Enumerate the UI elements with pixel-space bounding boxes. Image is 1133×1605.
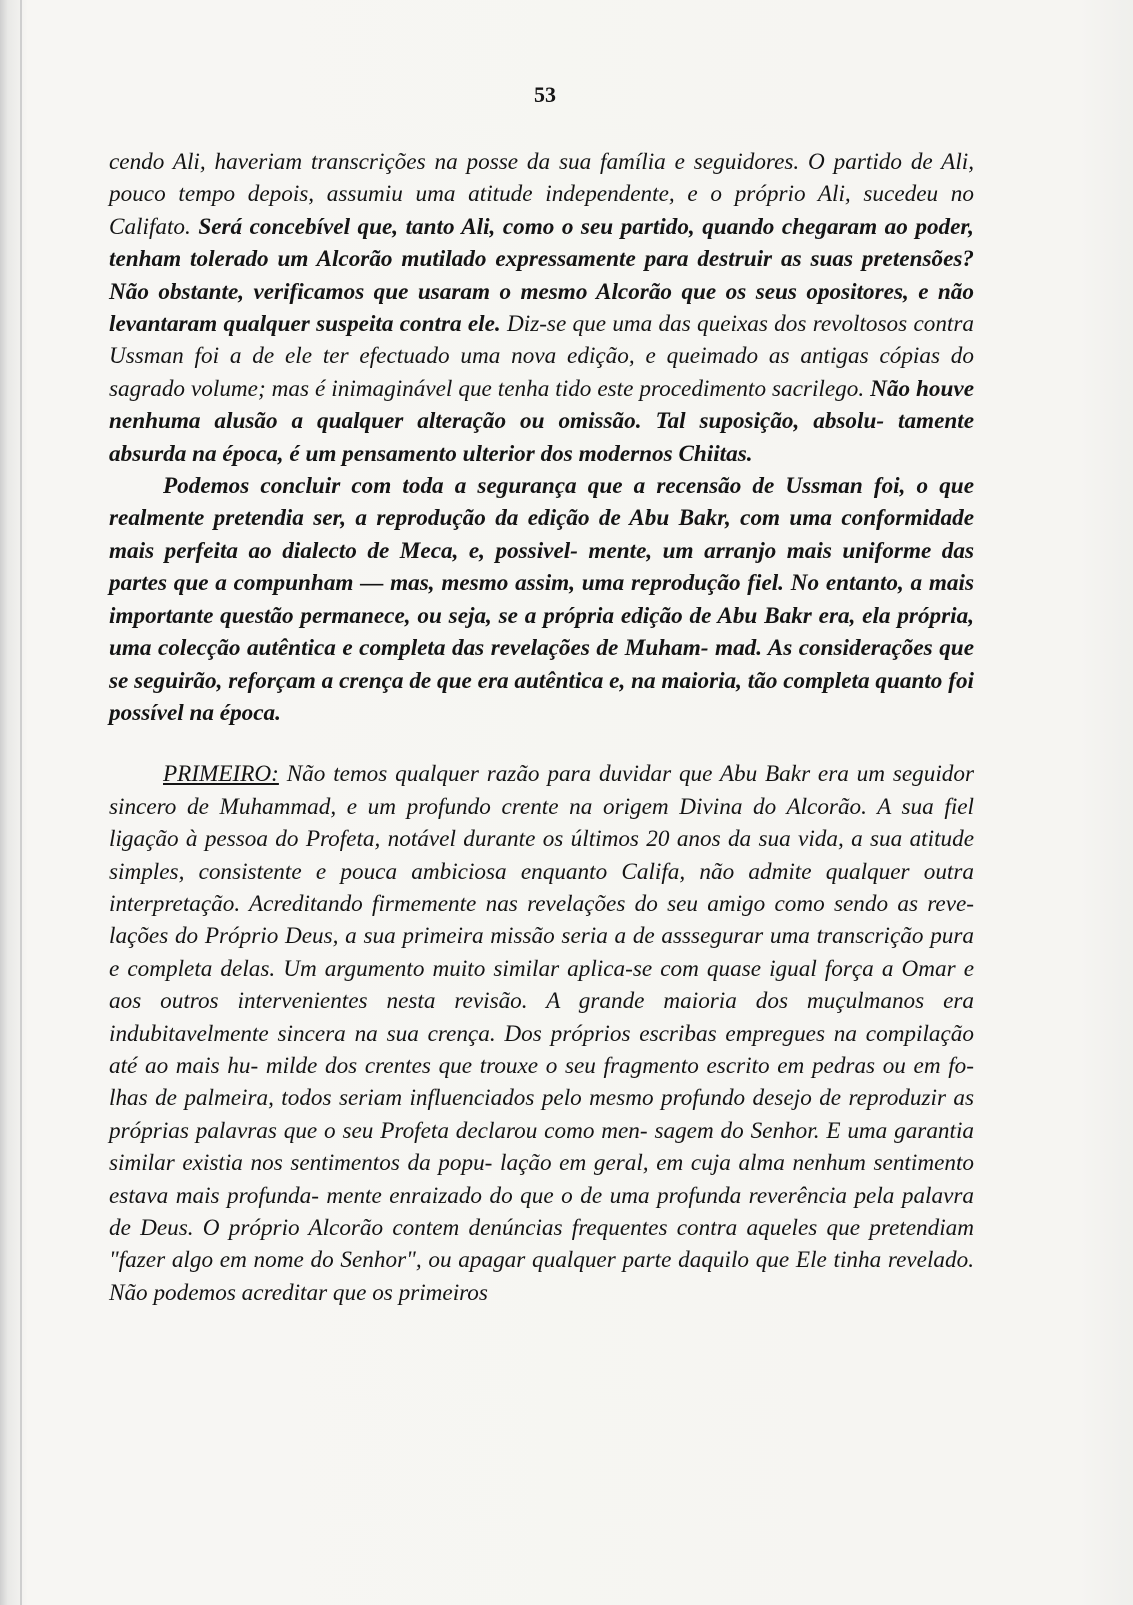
page-number: 53 [534, 82, 556, 107]
paragraph-2-segment-1: Podemos concluir com toda a segurança que a recensão de Ussman foi, o que realmente pretendia ser, a reprodução da edição de Abu Bakr, com uma conformidade mais perfeita ao dialecto de Meca, e, possivel- mente, um arranjo mais uniforme das partes que a compunham — mas, mesmo assim, uma reprodução fiel. No entanto, a mais importante questão permanece, ou seja, se a própria edição de Abu Bakr era, ela própria, uma colecção autêntica e completa das revelações de Muham- mad. As considerações que se seguirão, reforçam a crença de que era autêntica e, na maioria, tão completa quanto foi possível na época. [109, 473, 974, 726]
paragraph-1-segment-3: Diz-se que uma das queixas dos revoltosos contra Ussman foi a de ele ter efectuado uma nova edição, e queimado as antigas cópias do sagrado volume; mas é inimaginável que tenha tido este procedimento sacrilego. [109, 311, 974, 402]
section-heading-primeiro: PRIMEIRO: [163, 761, 279, 788]
paragraph-2 [109, 470, 974, 729]
paragraph-1 [109, 146, 974, 470]
paragraph-1-segment-4: Não houve nenhuma alusão a qualquer alteração ou omissão. Tal suposição, absolu- tamente absurda na época, é um pensamento ulterior dos modernos Chiitas. [109, 375, 974, 467]
paragraph-3 [109, 758, 974, 1309]
paragraph-3-segment-2: Não temos qualquer razão para duvidar que Abu Bakr era um seguidor sincero de Muhammad, e um profundo crente na origem Divina do Alcorão. A sua fiel ligação à pessoa do Profeta, notável durante os últimos 20 anos da sua vida, a sua atitude simples, consistente e pouca ambiciosa enquanto Califa, não admite qualquer outra interpretação. Acreditando firmemente nas revelações do seu amigo como sendo as reve- lações do Próprio Deus, a sua primeira missão seria a de asssegurar uma transcrição pura e completa delas. Um argumento muito similar aplica-se com quase igual força a Omar e aos outros intervenientes nesta revisão. A grande maioria dos muçulmanos era indubitavelmente sincera na sua crença. Dos próprios escribas empregues na compilação até ao mais hu- milde dos crentes que trouxe o seu fragmento escrito em pedras ou em fo- lhas de palmeira, todos seriam influenciados pelo mesmo profundo desejo de reproduzir as próprias palavras que o seu Profeta declarou como men- sagem do Senhor. E uma garantia similar existia nos sentimentos da popu- lação em geral, em cuja alma nenhum sentimento estava mais profunda- mente enraizado do que o de uma profunda reverência pela palavra de Deus. O próprio Alcorão contem denúncias frequentes contra aqueles que pretendiam "fazer algo em nome do Senhor", ou apagar qualquer parte daquilo que Ele tinha revelado. Não podemos acreditar que os primeiros [109, 761, 974, 1306]
paragraph-1-segment-1: cendo Ali, haveriam transcrições na posse da sua família e seguidores. O partido de Ali, pouco tempo depois, assumiu uma atitude independente, e o próprio Ali, sucedeu no Califato. [109, 149, 974, 240]
body-text [109, 146, 974, 1309]
binding-edge [20, 0, 22, 1605]
paragraph-1-segment-2: Será concebível que, tanto Ali, como o seu partido, quando chegaram ao poder, tenham tolerado um Alcorão mutilado expressamente para destruir as suas pretensões? Não obstante, verificamos que usaram o mesmo Alcorão que os seus opositores, e não levantaram qualquer suspeita contra ele. [109, 213, 974, 338]
